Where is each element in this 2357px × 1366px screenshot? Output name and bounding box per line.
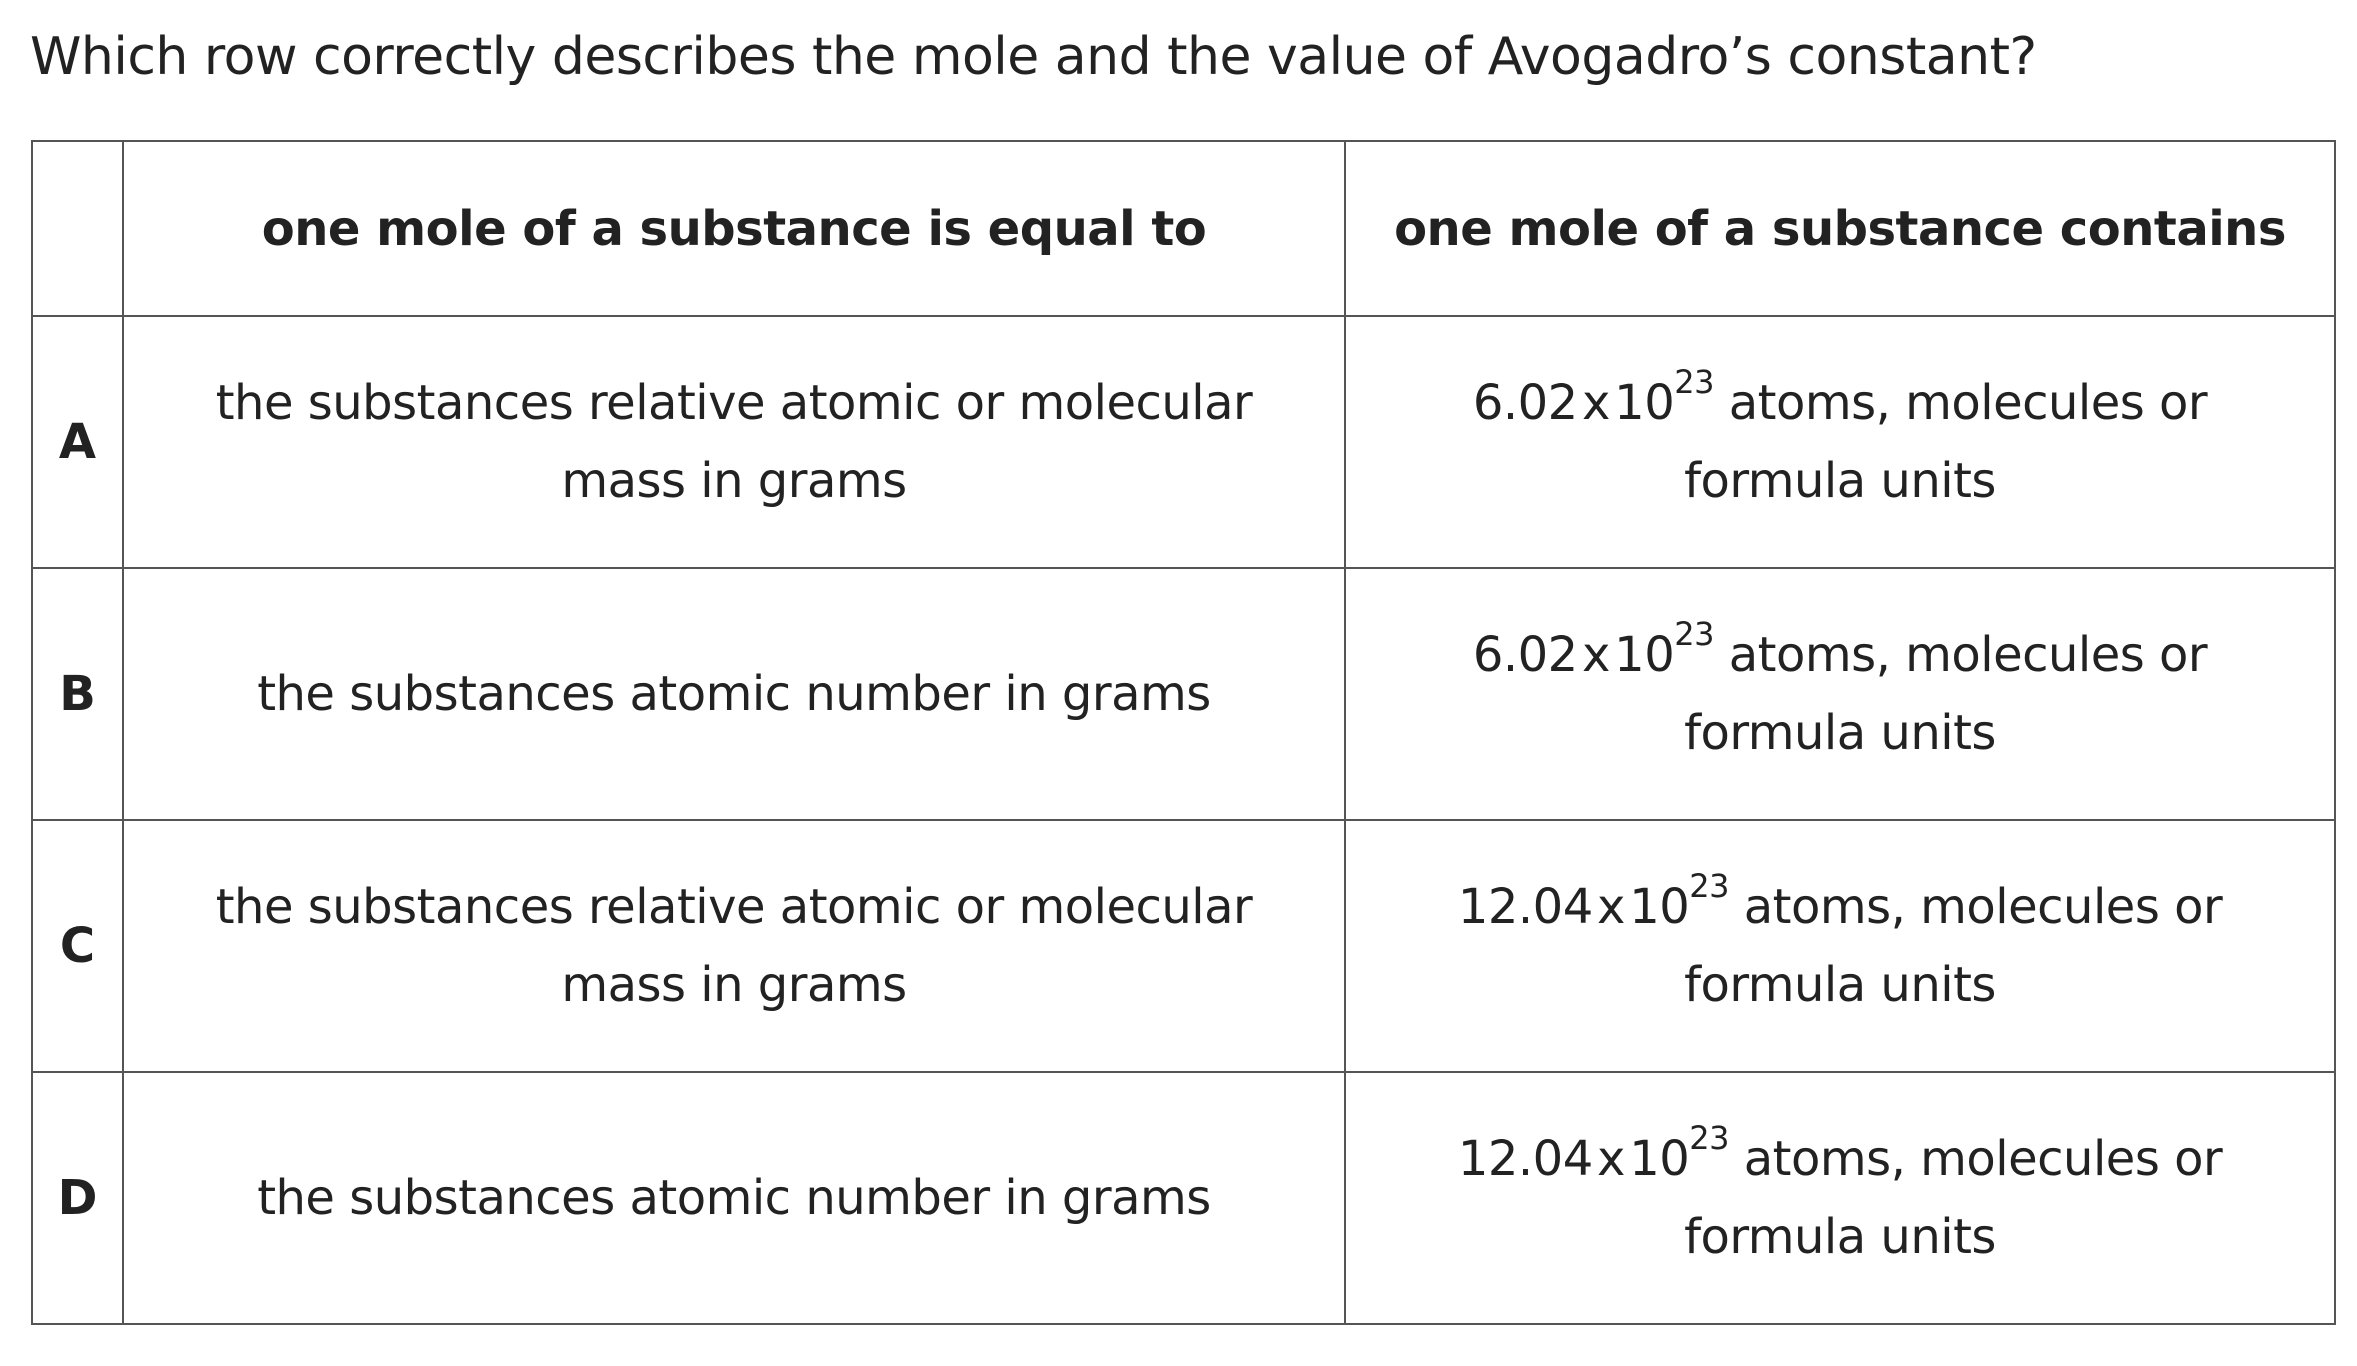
equal-to-line-1: the substances relative atomic or molecular (215, 375, 1253, 431)
times-sign: x (1581, 375, 1610, 431)
contains-line-1 (1346, 868, 2334, 946)
equal-to-line-2: mass in grams (561, 453, 907, 509)
contains-line-2: formula units (1684, 453, 1996, 509)
equal-to-line-1: the substances atomic number in grams (257, 666, 1211, 722)
power-exponent: 23 (1689, 867, 1729, 905)
contains-cell (1345, 568, 2335, 820)
contains-line-2: formula units (1684, 957, 1996, 1013)
header-letter-cell (32, 141, 123, 316)
equal-to-line-1: the substances atomic number in grams (257, 1170, 1211, 1226)
contains-cell (1345, 820, 2335, 1072)
table-row-option-a[interactable] (32, 316, 2335, 568)
question-text: Which row correctly describes the mole and the value of Avogadro’s constant? (30, 27, 2037, 87)
power-base: 10 (1629, 879, 1690, 935)
power-exponent: 23 (1674, 615, 1714, 653)
header-equal-to: one mole of a substance is equal to (123, 141, 1345, 316)
times-sign: x (1581, 627, 1610, 683)
contains-particles-text: atoms, molecules or (1728, 627, 2208, 683)
power-base: 10 (1614, 375, 1675, 431)
table-header-row (32, 141, 2335, 316)
equal-to-line-1: the substances relative atomic or molecular (215, 879, 1253, 935)
equal-to-cell (123, 820, 1345, 1072)
contains-particles-text: atoms, molecules or (1743, 879, 2223, 935)
avogadro-coefficient: 6.02 (1472, 627, 1578, 683)
equal-to-cell (123, 1072, 1345, 1324)
times-sign: x (1597, 879, 1625, 935)
equal-to-line-2: mass in grams (561, 957, 907, 1013)
power-exponent: 23 (1689, 1119, 1729, 1157)
avogadro-coefficient: 12.04 (1457, 1131, 1593, 1187)
contains-line-1 (1346, 616, 2334, 694)
contains-cell (1345, 1072, 2335, 1324)
contains-line-1 (1346, 1120, 2334, 1198)
table-row-option-c[interactable] (32, 820, 2335, 1072)
times-sign: x (1597, 1131, 1625, 1187)
contains-line-1 (1346, 364, 2334, 442)
power-base: 10 (1629, 1131, 1690, 1187)
answer-options-table (31, 140, 2336, 1325)
contains-line-2: formula units (1684, 1209, 1996, 1265)
option-letter[interactable]: B (32, 568, 123, 820)
contains-line-2: formula units (1684, 705, 1996, 761)
power-exponent: 23 (1674, 363, 1714, 401)
header-contains: one mole of a substance contains (1345, 141, 2335, 316)
table-row-option-b[interactable] (32, 568, 2335, 820)
table-row-option-d[interactable] (32, 1072, 2335, 1324)
option-letter[interactable]: D (32, 1072, 123, 1324)
avogadro-coefficient: 6.02 (1472, 375, 1578, 431)
contains-cell (1345, 316, 2335, 568)
contains-particles-text: atoms, molecules or (1743, 1131, 2223, 1187)
contains-particles-text: atoms, molecules or (1728, 375, 2208, 431)
avogadro-coefficient: 12.04 (1457, 879, 1593, 935)
option-letter[interactable]: A (32, 316, 123, 568)
equal-to-cell (123, 568, 1345, 820)
equal-to-cell (123, 316, 1345, 568)
option-letter[interactable]: C (32, 820, 123, 1072)
power-base: 10 (1614, 627, 1675, 683)
